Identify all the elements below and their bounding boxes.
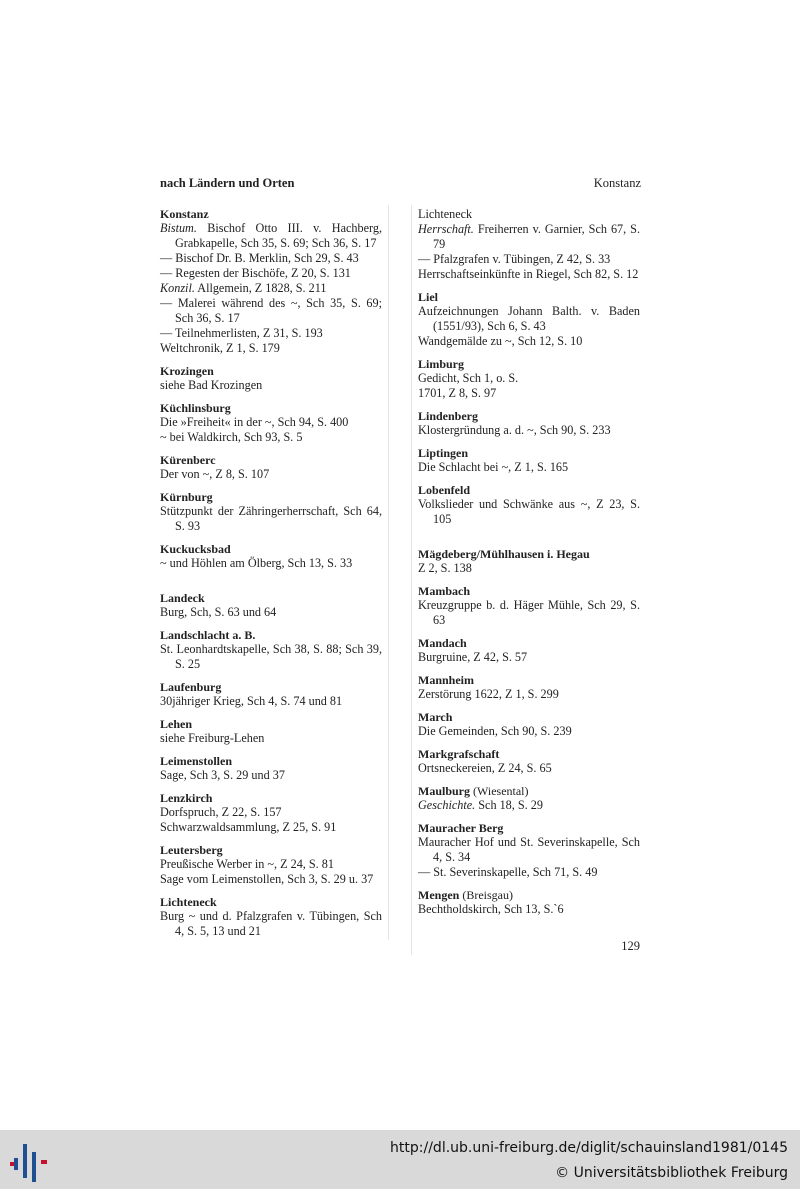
index-entry bbox=[160, 895, 382, 939]
index-entry bbox=[418, 446, 640, 475]
index-reference: Herrschaft. Freiherren v. Garnier, Sch 67, S. 79 bbox=[418, 222, 640, 251]
index-reference: 30jähriger Krieg, Sch 4, S. 74 und 81 bbox=[160, 694, 343, 708]
index-reference: Preußische Werber in ~, Z 24, S. 81 bbox=[160, 857, 334, 871]
index-entry bbox=[160, 843, 382, 887]
index-reference: — Malerei während des ~, Sch 35, S. 69; Sch 36, S. 17 bbox=[160, 296, 382, 325]
index-column-left bbox=[160, 207, 382, 947]
index-entry bbox=[418, 673, 640, 702]
index-entry-heading: Mauracher Berg bbox=[418, 821, 504, 835]
index-reference: Volkslieder und Schwänke aus ~, Z 23, S. 105 bbox=[418, 497, 640, 526]
index-entry-heading: Lehen bbox=[160, 717, 193, 731]
page-number: 129 bbox=[621, 939, 640, 953]
index-entry bbox=[418, 584, 640, 628]
index-reference: siehe Freiburg-Lehen bbox=[160, 731, 265, 745]
index-entry-heading: Kuckucksbad bbox=[160, 542, 231, 556]
index-entry-heading: Lobenfeld bbox=[418, 483, 471, 497]
university-library-logo-icon bbox=[10, 1138, 52, 1182]
index-reference: Wandgemälde zu ~, Sch 12, S. 10 bbox=[418, 334, 583, 348]
index-column-right bbox=[418, 207, 640, 925]
index-entry bbox=[418, 547, 640, 576]
index-entry bbox=[160, 364, 382, 393]
index-entry bbox=[418, 207, 640, 282]
running-header-right: Konstanz bbox=[593, 176, 641, 190]
index-entry bbox=[418, 409, 640, 438]
index-entry bbox=[160, 680, 382, 709]
index-entry bbox=[418, 784, 640, 813]
index-entry-heading: Liel bbox=[418, 290, 438, 304]
index-entry bbox=[418, 483, 640, 527]
footer-bar bbox=[0, 1130, 800, 1189]
index-entry-heading: Küchlinsburg bbox=[160, 401, 231, 415]
column-shadow bbox=[388, 205, 389, 940]
index-reference: Die Schlacht bei ~, Z 1, S. 165 bbox=[418, 460, 569, 474]
index-reference: St. Leonhardtskapelle, Sch 38, S. 88; Sch 39, S. 25 bbox=[160, 642, 382, 671]
index-reference: ~ bei Waldkirch, Sch 93, S. 5 bbox=[160, 430, 303, 444]
index-reference: — Pfalzgrafen v. Tübingen, Z 42, S. 33 bbox=[418, 252, 611, 266]
index-entry bbox=[160, 591, 382, 620]
index-reference: Burg ~ und d. Pfalzgrafen v. Tübingen, Sch 4, S. 5, 13 und 21 bbox=[160, 909, 382, 938]
index-reference: Z 2, S. 138 bbox=[418, 561, 472, 575]
index-entry bbox=[160, 207, 382, 356]
index-reference: Mauracher Hof und St. Severinskapelle, Sch 4, S. 34 bbox=[418, 835, 640, 864]
index-reference: 1701, Z 8, S. 97 bbox=[418, 386, 497, 400]
index-reference: Bechtholdskirch, Sch 13, S.`6 bbox=[418, 902, 564, 916]
index-reference: Der von ~, Z 8, S. 107 bbox=[160, 467, 270, 481]
index-entry-heading: Laufenburg bbox=[160, 680, 222, 694]
index-entry-heading: Limburg bbox=[418, 357, 465, 371]
index-entry bbox=[160, 490, 382, 534]
index-reference: Herrschaftseinkünfte in Riegel, Sch 82, S. 12 bbox=[418, 267, 639, 281]
index-reference: ~ und Höhlen am Ölberg, Sch 13, S. 33 bbox=[160, 556, 353, 570]
index-entry bbox=[418, 888, 640, 917]
column-shadow bbox=[411, 205, 412, 955]
index-entry bbox=[418, 821, 640, 880]
index-entry-heading: Landeck bbox=[160, 591, 205, 605]
index-entry-heading: Kürnburg bbox=[160, 490, 213, 504]
index-entry-heading: Leimenstollen bbox=[160, 754, 232, 768]
index-reference: Geschichte. Sch 18, S. 29 bbox=[418, 798, 543, 812]
index-entry-heading: Mambach bbox=[418, 584, 470, 598]
index-entry-heading: March bbox=[418, 710, 453, 724]
index-reference: siehe Bad Krozingen bbox=[160, 378, 263, 392]
footer-copyright: © Universitätsbibliothek Freiburg bbox=[555, 1165, 788, 1181]
index-reference: Schwarzwaldsammlung, Z 25, S. 91 bbox=[160, 820, 337, 834]
index-reference: Die »Freiheit« in der ~, Sch 94, S. 400 bbox=[160, 415, 349, 429]
index-entry-heading: Kürenberc bbox=[160, 453, 216, 467]
index-entry-heading: Mengen (Breisgau) bbox=[418, 888, 513, 902]
index-reference: Kreuzgruppe b. d. Häger Mühle, Sch 29, S. 63 bbox=[418, 598, 640, 627]
index-reference: Ortsneckereien, Z 24, S. 65 bbox=[418, 761, 552, 775]
index-entry bbox=[160, 453, 382, 482]
index-entry bbox=[418, 290, 640, 349]
running-header-left: nach Ländern und Orten bbox=[160, 176, 295, 190]
index-entry bbox=[160, 791, 382, 835]
index-reference: Bistum. Bischof Otto III. v. Hachberg, Grabkapelle, Sch 35, S. 69; Sch 36, S. 17 bbox=[160, 221, 382, 250]
index-reference: Stützpunkt der Zähringerherrschaft, Sch 64, S. 93 bbox=[160, 504, 382, 533]
index-reference: Konzil. Allgemein, Z 1828, S. 211 bbox=[160, 281, 327, 295]
index-entry-heading: Mannheim bbox=[418, 673, 475, 687]
index-reference: Zerstörung 1622, Z 1, S. 299 bbox=[418, 687, 559, 701]
index-reference: — St. Severinskapelle, Sch 71, S. 49 bbox=[418, 865, 598, 879]
index-reference: Burg, Sch, S. 63 und 64 bbox=[160, 605, 277, 619]
index-entry-heading: Lindenberg bbox=[418, 409, 479, 423]
index-reference: Sage, Sch 3, S. 29 und 37 bbox=[160, 768, 285, 782]
index-entry-heading: Markgrafschaft bbox=[418, 747, 500, 761]
index-entry-heading: Lichteneck bbox=[160, 895, 217, 909]
index-entry-heading: Leutersberg bbox=[160, 843, 223, 857]
index-entry bbox=[160, 628, 382, 672]
footer-url-link[interactable]: http://dl.ub.uni-freiburg.de/diglit/schauinsland1981/0145 bbox=[390, 1140, 788, 1156]
index-entry-heading: Mandach bbox=[418, 636, 467, 650]
index-entry bbox=[160, 754, 382, 783]
index-entry bbox=[160, 542, 382, 571]
index-entry bbox=[160, 717, 382, 746]
index-entry-heading: Lichteneck bbox=[418, 207, 473, 221]
index-entry bbox=[418, 710, 640, 739]
index-entry-heading: Mägdeberg/Mühlhausen i. Hegau bbox=[418, 547, 590, 561]
index-entry bbox=[418, 357, 640, 401]
index-entry-heading: Maulburg (Wiesental) bbox=[418, 784, 529, 798]
index-reference: Aufzeichnungen Johann Balth. v. Baden (1551/93), Sch 6, S. 43 bbox=[418, 304, 640, 333]
index-entry-heading: Krozingen bbox=[160, 364, 214, 378]
index-entry-heading: Liptingen bbox=[418, 446, 469, 460]
index-reference: Weltchronik, Z 1, S. 179 bbox=[160, 341, 280, 355]
index-reference: Burgruine, Z 42, S. 57 bbox=[418, 650, 528, 664]
index-entry-heading: Landschlacht a. B. bbox=[160, 628, 256, 642]
index-reference: — Regesten der Bischöfe, Z 20, S. 131 bbox=[160, 266, 351, 280]
index-reference: Gedicht, Sch 1, o. S. bbox=[418, 371, 519, 385]
index-entry bbox=[418, 636, 640, 665]
index-reference: — Teilnehmerlisten, Z 31, S. 193 bbox=[160, 326, 323, 340]
index-entry bbox=[160, 401, 382, 445]
index-reference: — Bischof Dr. B. Merklin, Sch 29, S. 43 bbox=[160, 251, 359, 265]
index-entry-heading: Lenzkirch bbox=[160, 791, 213, 805]
index-reference: Sage vom Leimenstollen, Sch 3, S. 29 u. 37 bbox=[160, 872, 374, 886]
index-reference: Klostergründung a. d. ~, Sch 90, S. 233 bbox=[418, 423, 611, 437]
index-entry bbox=[418, 747, 640, 776]
index-reference: Dorfspruch, Z 22, S. 157 bbox=[160, 805, 282, 819]
index-reference: Die Gemeinden, Sch 90, S. 239 bbox=[418, 724, 572, 738]
index-entry-heading: Konstanz bbox=[160, 207, 209, 221]
